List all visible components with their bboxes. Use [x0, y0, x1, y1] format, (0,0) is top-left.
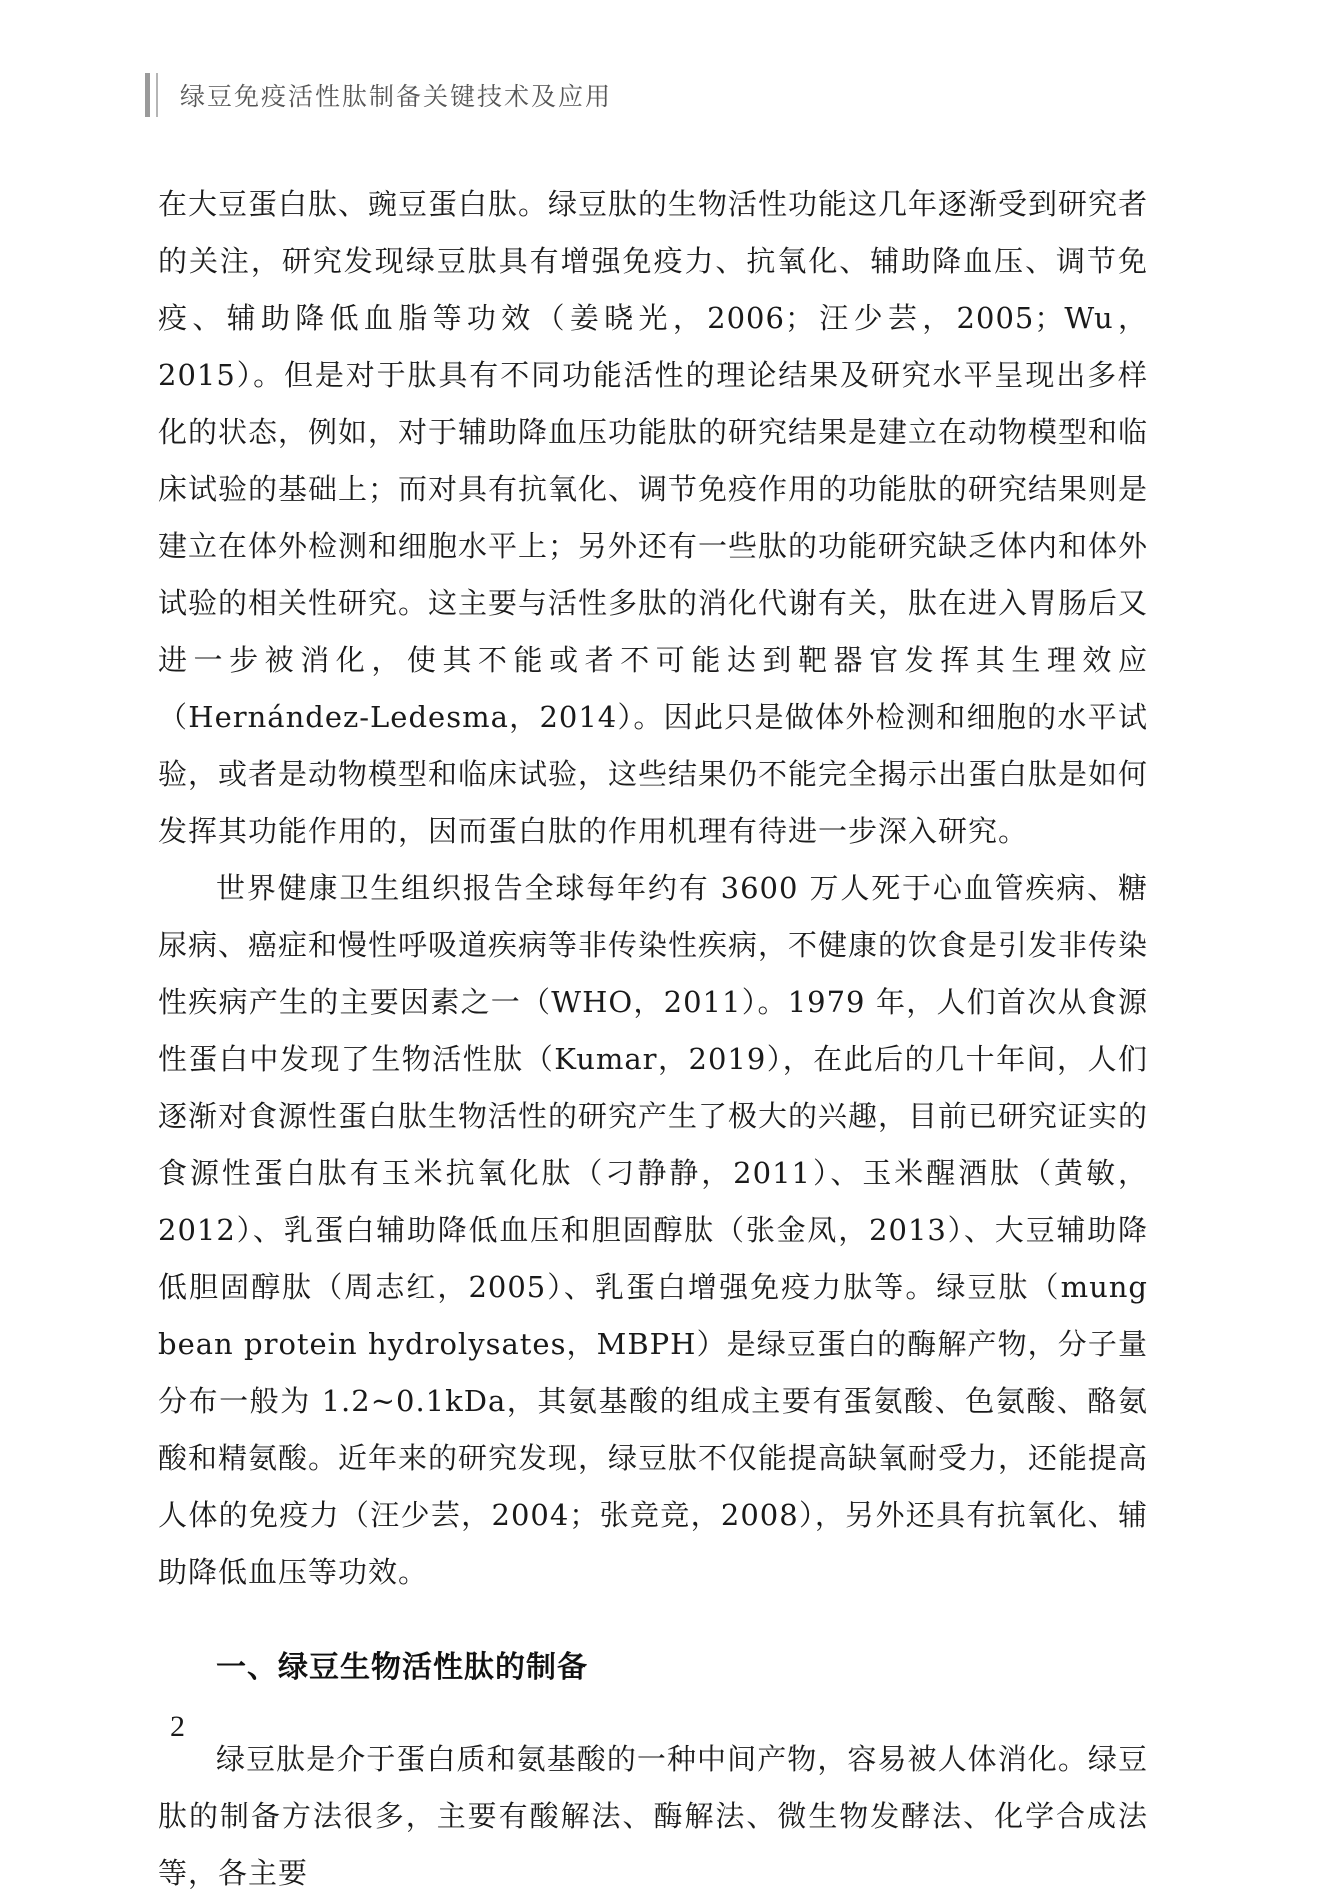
body-paragraph-1: 在大豆蛋白肽、豌豆蛋白肽。绿豆肽的生物活性功能这几年逐渐受到研究者的关注，研究发现绿豆肽具有增强免疫力、抗氧化、辅助降血压、调节免疫、辅助降低血脂等功效（姜晓光，2006；汪少芸，2005；Wu，2015）。但是对于肽具有不同功能活性的理论结果及研究水平呈现出多样化的状态，例如，对于辅助降血压功能肽的研究结果是建立在动物模型和临床试验的基础上；而对具有抗氧化、调节免疫作用的功能肽的研究结果则是建立在体外检测和细胞水平上；另外还有一些肽的功能研究缺乏体内和体外试验的相关性研究。这主要与活性多肽的消化代谢有关，肽在进入胃肠后又进一步被消化，使其不能或者不可能达到靶器官发挥其生理效应（Hernández-Ledesma，2014）。因此只是做体外检测和细胞的水平试验，或者是动物模型和临床试验，这些结果仍不能完全揭示出蛋白肽是如何发挥其功能作用的，因而蛋白肽的作用机理有待进一步深入研究。 [158, 187, 1149, 848]
body-paragraph-3: 绿豆肽是介于蛋白质和氨基酸的一种中间产物，容易被人体消化。绿豆肽的制备方法很多，主要有酸解法、酶解法、微生物发酵法、化学合成法等，各主要 [158, 1742, 1148, 1890]
section-heading: 一、绿豆生物活性肽的制备 [216, 1650, 588, 1685]
book-title: 绿豆免疫活性肽制备关键技术及应用 [180, 82, 613, 111]
running-header [145, 72, 612, 118]
header-decoration-bars [145, 73, 158, 117]
header-bar-thick [145, 73, 150, 117]
body-paragraph-2: 世界健康卫生组织报告全球每年约有 3600 万人死于心血管疾病、糖尿病、癌症和慢性呼吸道疾病等非传染性疾病，不健康的饮食是引发非传染性疾病产生的主要因素之一（WHO，2011）。1979 年，人们首次从食源性蛋白中发现了生物活性肽（Kumar，2019），在此后的几十年间，人们逐渐对食源性蛋白肽生物活性的研究产生了极大的兴趣，目前已研究证实的食源性蛋白肽有玉米抗氧化肽（刁静静，2011）、玉米醒酒肽（黄敏，2012）、乳蛋白辅助降低血压和胆固醇肽（张金凤，2013）、大豆辅助降低胆固醇肽（周志红，2005）、乳蛋白增强免疫力肽等。绿豆肽（mung bean protein hydrolysates，MBPH）是绿豆蛋白的酶解产物，分子量分布一般为 1.2~0.1kDa，其氨基酸的组成主要有蛋氨酸、色氨酸、酪氨酸和精氨酸。近年来的研究发现，绿豆肽不仅能提高缺氧耐受力，还能提高人体的免疫力（汪少芸，2004；张竞竞，2008），另外还具有抗氧化、辅助降低血压等功效。 [158, 871, 1149, 1589]
page-body [158, 176, 1148, 1902]
header-bar-thin [156, 73, 158, 117]
page-number: 2 [170, 1710, 185, 1743]
